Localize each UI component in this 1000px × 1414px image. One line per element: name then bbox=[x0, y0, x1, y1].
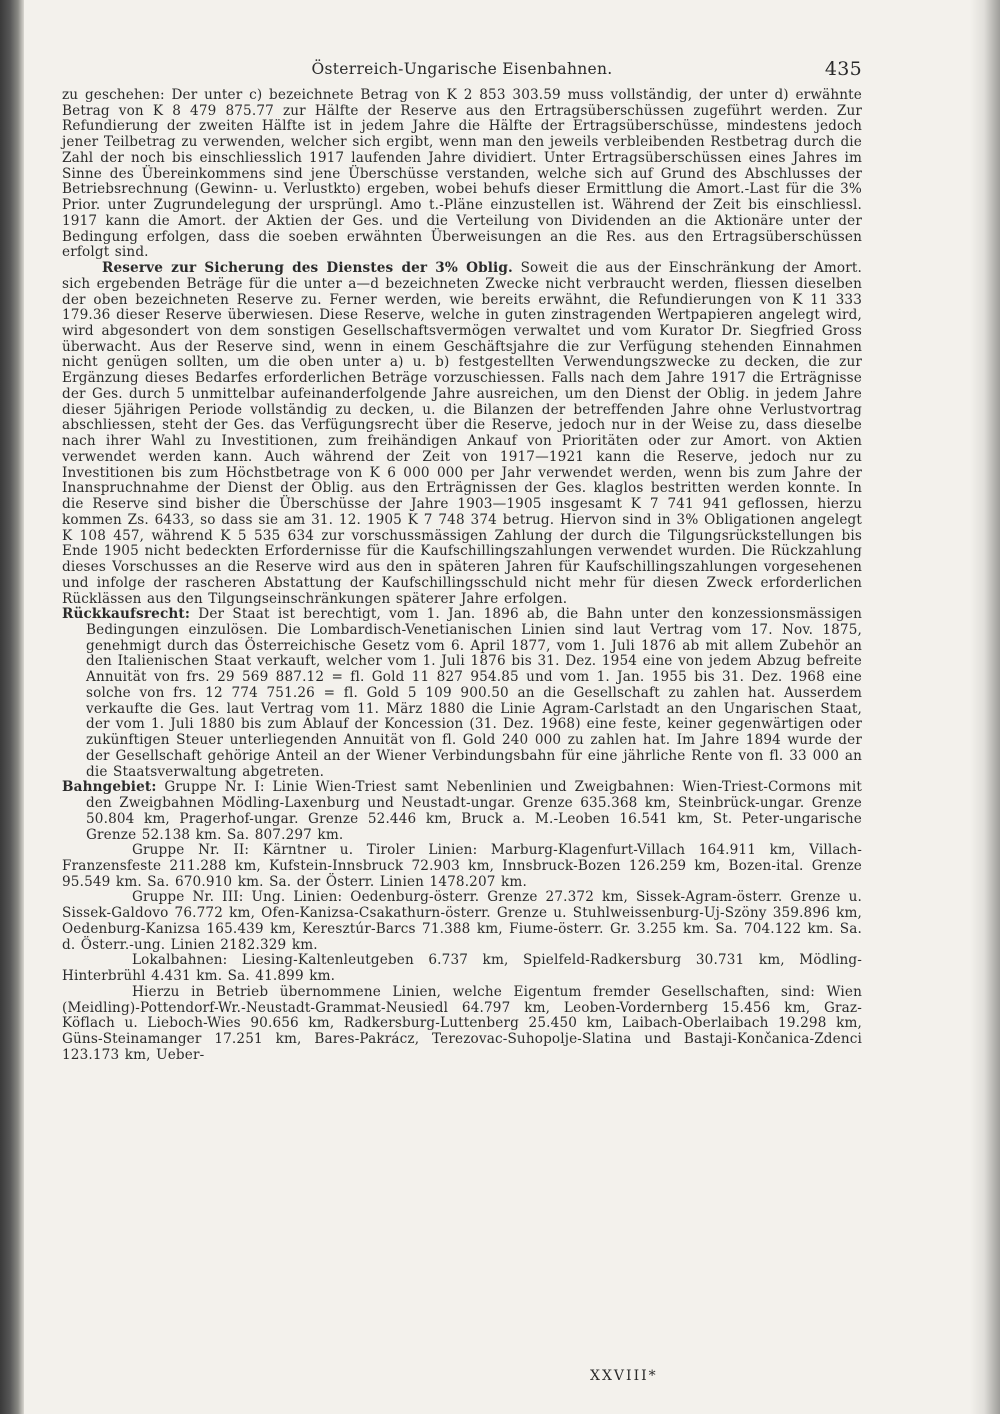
paragraph-bahngebiet bbox=[62, 780, 862, 843]
paragraph-gruppe-3: Gruppe Nr. III: Ung. Linien: Oedenburg-österr. Grenze 27.372 km, Sissek-Agram-österr. Grenze u. Sissek-Galdovo 76.772 km, Ofen-Kanizsa-Csakathurn-österr. Grenze u. Stuhlweissenburg-Uj-Szöny 359.896 km, Oedenburg-Kanizsa 165.439 km, Keresztúr-Barcs 71.388 km, Fiume-österr. Gr. 3.255 km. Sa. 704.122 km. Sa. d. Österr.-ung. Linien 2182.329 km. bbox=[62, 889, 862, 953]
paragraph-reserve bbox=[62, 261, 862, 607]
page-number: 435 bbox=[824, 58, 862, 80]
running-header bbox=[62, 56, 862, 88]
book-binding-edge bbox=[0, 0, 24, 1414]
paragraph-hierzu: Hierzu in Betrieb übernommene Linien, welche Eigentum fremder Gesellschaften, sind: Wien (Meidling)-Pottendorf-Wr.-Neustadt-Grammat-Neusiedl 64.797 km, Leoben-Vordernberg 15.456 km, Graz-Köflach u. Lieboch-Wies 90.656 km, Radkersburg-Luttenberg 25.450 km, Laibach-Oberlaibach 19.298 km, Güns-Steinamanger 17.251 km, Bares-Pakrácz, Terezovac-Suhopolje-Slatina und Bastaji-Končanica-Zdenci 123.173 km, Ueber- bbox=[62, 983, 862, 1063]
bahngebiet-heading: Bahngebiet: bbox=[62, 779, 157, 796]
printer-signature: XXVIII* bbox=[590, 1368, 658, 1384]
paragraph-continuation: zu geschehen: Der unter c) bezeichnete Betrag von K 2 853 303.59 muss vollständig, der unter d) erwähnte Betrag von K 8 479 875.77 zur Hälfte der Reserve aus den Ertragsüberschüssen zugeführt werden. Zur Refundierung der zweiten Hälfte ist in jedem Jahre die Hälfte der Ertragsüberschüsse, mindestens jedoch jener Teilbetrag zu verwenden, welcher sich ergibt, wenn man den jeweils verbleibenden Restbetrag durch die Zahl der noch bis einschliesslich 1917 laufenden Jahre dividiert. Unter Ertragsüberschüssen eines Jahres im Sinne des Übereinkommens sind jene Überschüsse verstanden, welche sich auf Grund des Abschlusses der Betriebsrechnung (Gewinn- u. Verlustkto) ergeben, wobei behufs dieser Ermittlung die Amort.-Last für die 3% Prior. unter Zugrundelegung der ursprüngl. Amo t.-Pläne einzustellen ist. Während der Zeit bis einschliessl. 1917 kann die Amort. der Aktien der Ges. und die Verteilung von Dividenden an die Aktionäre unter der Bedingung erfolgen, dass die soeben erwähnten Überweisungen an die Res. aus den Ertragsüberschüssen erfolgt sind. bbox=[62, 87, 862, 261]
reserve-text: Soweit die aus der Einschränkung der Amort. sich ergebenden Beträge für die unter a—d bezeichneten Zwecke nicht verbraucht werden, fliessen dieselben der oben bezeichneten Reserve zu. Ferner werden, wie bereits erwähnt, die Refundierungen von K 11 333 179.36 dieser Reserve überwiesen. Diese Reserve, welche in guten zinstragenden Wertpapieren angelegt wird, wird abgesondert von dem sonstigen Gesellschaftsvermögen verwaltet und vom Kurator Dr. Siegfried Gross überwacht. Aus der Reserve sind, wenn in einem Geschäftsjahre die zur Verfügung stehenden Einnahmen nicht genügen sollten, um die oben unter a) u. b) festgestellten Verwendungszwecke zu decken, die zur Ergänzung dieses Bedarfes erforderlichen Beträge vorzuschiessen. Falls nach dem Jahre 1917 die Erträgnisse der Ges. durch 5 unmittelbar aufeinanderfolgende Jahre ausreichen, um den Dienst der Oblig. in jedem Jahre dieser 5jährigen Periode vollständig zu decken, u. die Bilanzen der betreffenden Jahre ohne Verlustvortrag abschliessen, steht der Ges. das Verfügungsrecht über die Reserve, jedoch nur in der Weise zu, dass dieselbe nach ihrer Wahl zu Investitionen, zum freihändigen Ankauf von Prioritäten oder zur Amort. von Aktien verwendet werden kann. Auch während der Zeit von 1917—1921 kann die Reserve, jedoch nur zu Investitionen bis zum Höchstbetrage von K 6 000 000 per Jahr verwendet werden, wenn bis zum Jahre der Inanspruchnahme der Dienst der Oblig. aus den Erträgnissen der Ges. klaglos bestritten werden konnte. In die Reserve sind bisher die Überschüsse der Jahre 1903—1905 insgesamt K 7 741 941 geflossen, hierzu kommen Zs. 6433, so dass sie am 31. 12. 1905 K 7 748 374 betrug. Hiervon sind in 3% Obligationen angelegt K 108 457, während K 5 535 634 zur vorschussmässigen Zahlung der durch die Tilgungsrückstellungen bis Ende 1905 nicht bedeckten Erfordernisse für die Kaufschillingszahlungen verwendet wurden. Die Rückzahlung dieses Vorschusses an die Reserve wird aus den in späteren Jahren für Kaufschillingszahlungen vorgesehenen und infolge der rascheren Abstattung der Kaufschillingsschuld nicht mehr für diesen Zweck erforderlichen Rücklässen aus den Tilgungseinschränkungen späterer Jahre erfolgen. bbox=[62, 260, 862, 607]
document-page bbox=[62, 56, 862, 1064]
rueckkaufsrecht-heading: Rückkaufsrecht: bbox=[62, 606, 191, 623]
reserve-heading: Reserve zur Sicherung des Dienstes der 3% Oblig. bbox=[102, 260, 513, 277]
bahngebiet-text: Gruppe Nr. I: Linie Wien-Triest samt Nebenlinien und Zweigbahnen: Wien-Triest-Cormons mit den Zweigbahnen Mödling-Laxenburg und Neustadt-ungar. Grenze 635.368 km, Steinbrück-ungar. Grenze 50.804 km, Pragerhof-ungar. Grenze 52.446 km, Bruck a. M.-Leoben 16.541 km, St. Peter-ungarische Grenze 52.138 km. Sa. 807.297 km. bbox=[86, 779, 862, 843]
rueckkaufsrecht-text: Der Staat ist berechtigt, vom 1. Jan. 1896 ab, die Bahn unter den konzessionsmässigen Bedingungen einzulösen. Die Lombardisch-Venetianischen Linien sind laut Vertrag vom 17. Nov. 1875, genehmigt durch das Österreichische Gesetz vom 6. April 1877, vom 1. Juli 1876 ab mit allem Zubehör an den Italienischen Staat verkauft, welcher vom 1. Juli 1876 bis 31. Dez. 1954 eine von jedem Abzug befreite Annuität von frs. 29 569 887.12 = fl. Gold 11 827 954.85 und vom 1. Jan. 1955 bis 31. Dez. 1968 eine solche von frs. 12 774 751.26 = fl. Gold 5 109 900.50 an die Gesellschaft zu zahlen hat. Ausserdem verkaufte die Ges. laut Vertrag vom 11. März 1880 die Linie Agram-Carlstadt an den Ungarischen Staat, der vom 1. Juli 1880 bis zum Ablauf der Koncession (31. Dez. 1968) eine feste, keiner gegenwärtigen oder zukünftigen Steuer unterliegenden Annuität von fl. Gold 240 000 zu zahlen hat. Im Jahre 1894 wurde der der Gesellschaft gehörige Anteil an der Wiener Verbindungsbahn für eine jährliche Rente von fl. 33 000 an die Staatsverwaltung abgetreten. bbox=[86, 606, 862, 780]
paragraph-rueckkaufsrecht bbox=[62, 607, 862, 780]
page-edge-shadow bbox=[970, 0, 1000, 1414]
paragraph-gruppe-2: Gruppe Nr. II: Kärntner u. Tiroler Linien: Marburg-Klagenfurt-Villach 164.911 km, Villach-Franzensfeste 211.288 km, Kufstein-Innsbruck 72.903 km, Innsbruck-Bozen 126.259 km, Bozen-ital. Grenze 95.549 km. Sa. 670.910 km. Sa. der Österr. Linien 1478.207 km. bbox=[62, 842, 862, 890]
running-title: Österreich-Ungarische Eisenbahnen. bbox=[311, 60, 613, 78]
body-text bbox=[62, 88, 862, 1064]
paragraph-lokalbahnen: Lokalbahnen: Liesing-Kaltenleutgeben 6.737 km, Spielfeld-Radkersburg 30.731 km, Mödling-Hinterbrühl 4.431 km. Sa. 41.899 km. bbox=[62, 952, 862, 985]
